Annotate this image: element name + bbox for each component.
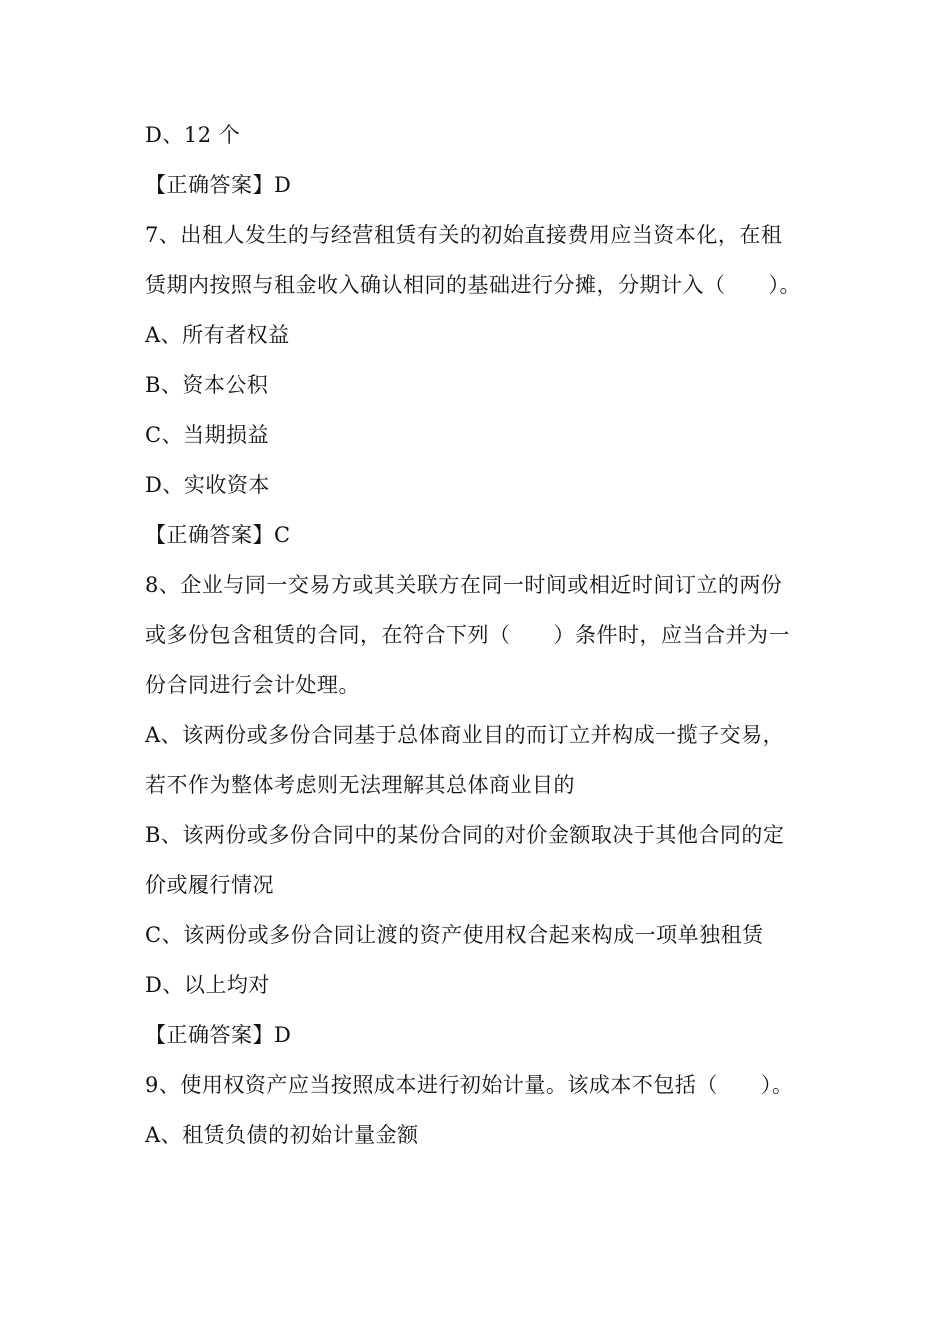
option-c-q8: C、该两份或多份合同让渡的资产使用权合起来构成一项单独租赁 (145, 923, 764, 947)
option-d-q8: D、以上均对 (145, 973, 270, 997)
option-a-q8-line-2: 若不作为整体考虑则无法理解其总体商业目的 (145, 773, 575, 797)
option-a-q8-line-1: A、该两份或多份合同基于总体商业目的而订立并构成一揽子交易， (145, 723, 785, 747)
answer-q7: 【正确答案】C (145, 523, 291, 547)
question-8-line-1: 8、企业与同一交易方或其关联方在同一时间或相近时间订立的两份 (145, 573, 783, 597)
option-b-q8-line-1: B、该两份或多份合同中的某份合同的对价金额取决于其他合同的定 (145, 823, 785, 847)
option-d-q6: D、12 个 (145, 123, 241, 147)
answer-q6: 【正确答案】D (145, 173, 292, 197)
answer-q8: 【正确答案】D (145, 1023, 292, 1047)
question-9-line-1: 9、使用权资产应当按照成本进行初始计量。该成本不包括（ ）。 (145, 1073, 794, 1097)
option-a-q7: A、所有者权益 (145, 323, 290, 347)
option-d-q7: D、实收资本 (145, 473, 270, 497)
question-8-line-3: 份合同进行会计处理。 (145, 673, 360, 697)
question-7-line-2: 赁期内按照与租金收入确认相同的基础进行分摊，分期计入（ ）。 (145, 273, 801, 297)
option-b-q7: B、资本公积 (145, 373, 269, 397)
question-7-line-1: 7、出租人发生的与经营租赁有关的初始直接费用应当资本化，在租 (145, 223, 783, 247)
option-b-q8-line-2: 价或履行情况 (145, 873, 274, 897)
question-8-line-2: 或多份包含租赁的合同，在符合下列（ ）条件时，应当合并为一 (145, 623, 790, 647)
option-a-q9: A、租赁负债的初始计量金额 (145, 1123, 419, 1147)
option-c-q7: C、当期损益 (145, 423, 270, 447)
